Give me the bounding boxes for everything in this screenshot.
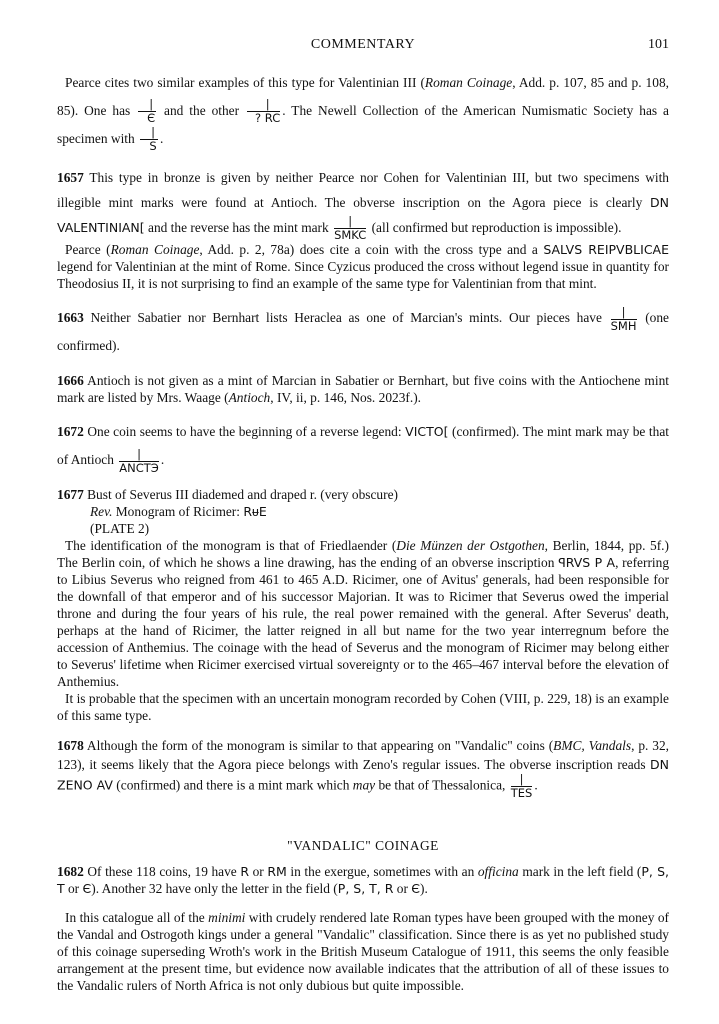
mint-mark-fraction: | S [140, 127, 158, 152]
entry-number: 1657 [57, 170, 84, 185]
mint-mark-fraction: | Є [138, 99, 156, 124]
entry-1663: 1663 Neither Sabatier nor Bernhart lists Heraclea as one of Marcian's mints. Our pieces have | SMH (one confirmed). [57, 304, 669, 354]
plate-reference: (PLATE 2) [90, 521, 150, 537]
entry-1666: 1666 Antioch is not given as a mint of Marcian in Sabatier or Bernhart, but five coins with the Antiochene mint mark are listed by Mrs. Waage (Antioch, IV, ii, p. 146, Nos. 2023f.). [57, 373, 669, 406]
entry-number: 1677 [57, 487, 84, 503]
entry-number: 1663 [57, 310, 84, 326]
entry-1677-reverse: Rev. Monogram of Ricimer: RᵾE [90, 504, 267, 520]
paragraph-vandalic-classification: In this catalogue all of the minimi with crudely rendered late Roman types have been grouped with the money of the Vandal and Ostrogoth kings under a general "Vandalic" classification. Since there is as yet no published study of this coinage superseding Wroth's work in the British Museum Catalogue of 1911, this seems the only feasible arrangement at the present time, but evidence now available indicates that the attribution of all of these issues to the Vandalic rulers of North Africa is not only dubious but quite impossible. [57, 910, 669, 994]
entry-1678: 1678 Although the form of the monogram is similar to that appearing on "Vandalic" coins (BMC, Vandals, p. 32, 123), it seems likely that the Agora piece belongs with Zeno's regular issues. The obverse inscription reads DN ZENO AV (confirmed) and there is a mint mark which may be that of Thessalonica, | TES . [57, 738, 669, 801]
page-header [57, 36, 669, 58]
section-heading: "VANDALIC" COINAGE [287, 838, 439, 854]
entry-number: 1666 [57, 373, 84, 389]
mint-mark-fraction: | SMH [610, 304, 637, 333]
mint-mark-fraction: | SMKC [334, 214, 367, 243]
mint-mark-fraction: | TES [510, 772, 533, 801]
entry-1677 [57, 486, 669, 724]
entry-1657: 1657 This type in bronze is given by neither Pearce nor Cohen for Valentinian III, but two specimens with illegible mint marks were found at Antioch. The obverse inscription on the Agora piece is clearly DN VALENTINIAN[ and the reverse has the mint mark | SMKC (all confirmed but reproduction is impossible). [57, 170, 669, 243]
mint-mark-fraction: | ANCTЭ [119, 446, 159, 475]
paragraph-cohen-specimen: It is probable that the specimen with an uncertain monogram recorded by Cohen (VIII, p. 229, 18) is an example of this same type. [57, 691, 669, 724]
page-number: 101 [648, 37, 669, 52]
entry-number: 1682 [57, 864, 84, 880]
paragraph-pearce-valentinian: Pearce cites two similar examples of this type for Valentinian III (Roman Coinage, Add. p. 107, 85 and p. 108, 85). One has | Є and the other | ? RC . The Newell Collection of the American Numismatic Society has a specimen with | S . [57, 75, 669, 154]
entry-1682: 1682 Of these 118 coins, 19 have R or RM in the exergue, sometimes with an officina mark in the left field (P, S, T or Є). Another 32 have only the letter in the field (P, S, T, R or Є). [57, 864, 669, 897]
entry-1672: 1672 One coin seems to have the beginning of a reverse legend: VICTO[ (confirmed). The mint mark may be that of Antioch | ANCTЭ . [57, 424, 669, 475]
paragraph-pearce-cross-type: Pearce (Roman Coinage, Add. p. 2, 78a) does cite a coin with the cross type and a SALVS REIPVBLICAE legend for Valentinian at the mint of Rome. Since Cyzicus produced the cross without legend issue in quantity for Theodosius II, it is not surprising to find an example of the same type for Valentinian from that mint. [57, 242, 670, 292]
document-page [57, 36, 669, 994]
paragraph-monogram-identification: The identification of the monogram is that of Friedlaender (Die Münzen der Ostgothen, Berlin, 1844, pp. 5f.) The Berlin coin, of which he shows a line drawing, has the ending of an obverse inscription ꟼRVS P A, referring to Libius Severus who reigned from 461 to 465 A.D. Ricimer, one of Avitus' generals, had been responsible for the downfall of that emperor and of his successor Majorian. It was to Ricimer that Severus owed the imperial throne and during the four years of his rule, the real power remained with the general. After Severus' death, perhaps at the hand of Ricimer, the latter reigned in all but name for the two year interregnum before the accession of Anthemius. The coinage with the head of Severus and the monogram of Ricimer may belong either to Severus' lifetime when Ricimer exercised virtual sovereignty or to the 465–467 interval before the elevation of Anthemius. [57, 538, 670, 690]
mint-mark-fraction: | ? RC [247, 99, 280, 124]
entry-1677-obverse: 1677 Bust of Severus III diademed and draped r. (very obscure) [57, 487, 398, 503]
running-title: COMMENTARY [310, 37, 416, 52]
monogram: RᵾE [243, 504, 267, 520]
entry-number: 1672 [57, 424, 84, 440]
entry-number: 1678 [57, 738, 84, 754]
